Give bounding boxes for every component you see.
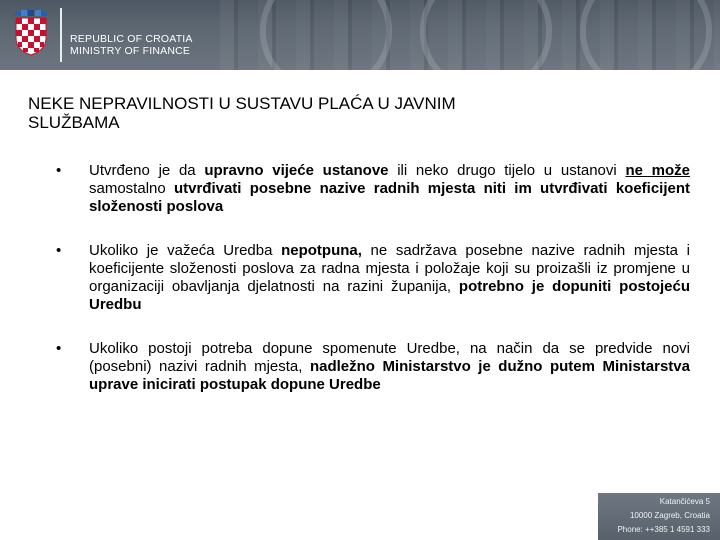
- bullet-text: Ukoliko je važeća Uredba: [89, 242, 282, 259]
- bullet-item: [56, 242, 690, 314]
- address-line3: Phone: ++385 1 4591 333: [617, 525, 710, 534]
- bullet-text: ne sadržava posebne nazive radnih mjesta i koeficijente složenosti poslova za radna mjesta i položaje koji su proizašli iz promjene u organizaciji obavljanja djelatnosti na razini županija,: [89, 242, 690, 295]
- bullet-text: Utvrđeno je da: [89, 162, 205, 179]
- arch-decoration: [580, 0, 712, 70]
- bullet-emphasis: utvrđivati posebne nazive radnih mjesta niti im utvrđivati koeficijent složenosti poslova: [89, 180, 691, 215]
- bullet-item: [56, 340, 690, 394]
- title-line1: NEKE NEPRAVILNOSTI U SUSTAVU PLAĆA U JAVNIM: [28, 94, 456, 113]
- footer-address-panel: [598, 493, 720, 540]
- bullet-dot: •: [56, 162, 62, 179]
- croatian-coat-of-arms-icon: [14, 10, 48, 56]
- header-divider: [60, 8, 62, 62]
- bullet-emphasis: potrebno je dopuniti postojeću Uredbu: [89, 278, 691, 313]
- bullet-emphasis: upravno vijeće ustanove: [204, 162, 389, 179]
- bullet-emphasis: nepotpuna,: [281, 242, 362, 259]
- header-banner: [0, 0, 720, 70]
- address-line1: Katančićeva 5: [659, 497, 710, 506]
- bullet-emphasis-underlined: ne može: [625, 162, 690, 179]
- building-background: [220, 0, 720, 70]
- page-title: [28, 94, 588, 132]
- address-line2: 10000 Zagreb, Croatia: [629, 511, 710, 520]
- bullet-item: [56, 162, 690, 216]
- arch-decoration: [420, 0, 552, 70]
- bullet-text: ili neko drugo tijelo u ustanovi: [388, 162, 626, 179]
- arch-decoration: [260, 0, 392, 70]
- title-line2: SLUŽBAMA: [28, 113, 120, 132]
- org-name-line2: MINISTRY OF FINANCE: [70, 45, 191, 57]
- bullet-text: samostalno: [89, 180, 174, 197]
- bullet-emphasis: nadležno Ministarstvo je dužno putem Ministarstva uprave inicirati postupak dopune Uredbe: [89, 358, 690, 393]
- bullet-text: Ukoliko postoji potreba dopune spomenute Uredbe, na način da se predvide novi (posebni) nazivi radnih mjesta,: [89, 340, 690, 375]
- bullet-list: [56, 162, 690, 420]
- bullet-dot: •: [56, 242, 62, 259]
- bullet-dot: •: [56, 340, 62, 357]
- org-name-line1: REPUBLIC OF CROATIA: [70, 33, 193, 45]
